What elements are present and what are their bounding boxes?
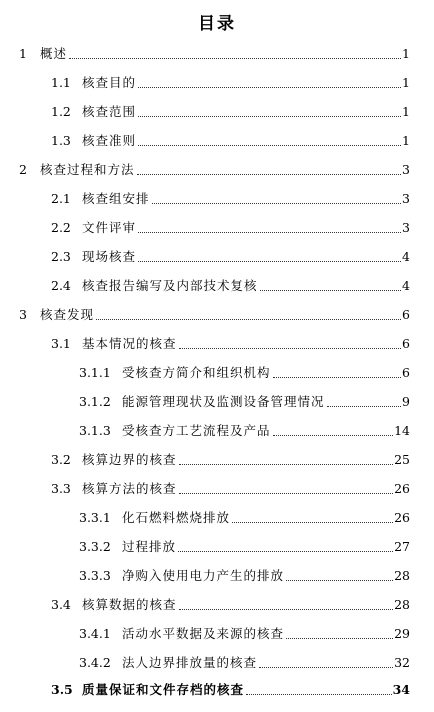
toc-entry[interactable] [0,508,434,528]
dot-leader [179,609,394,610]
toc-entry-title: 化石燃料燃烧排放 [122,510,231,525]
toc-entry-title: 基本情况的核查 [82,336,177,351]
toc-entry[interactable] [0,450,434,470]
toc-entry-body [82,334,410,354]
toc-entry-number: 2.4 [51,278,71,293]
toc-entry-number: 3.4.1 [79,626,111,641]
dot-leader [69,58,401,59]
toc-entry[interactable] [0,624,434,644]
dot-leader [273,435,394,436]
toc-entry-body [82,680,410,700]
toc-entry-page: 25 [394,452,410,467]
toc-entry-title: 受核查方工艺流程及产品 [122,423,271,438]
toc-entry-body [40,44,410,64]
dot-leader [286,638,393,639]
toc-entry-number: 3 [19,307,27,322]
toc-entry-number: 1 [19,46,27,61]
toc-entry[interactable] [0,392,434,412]
toc-entry-number: 3.1 [51,336,71,351]
toc-entry-page: 14 [394,423,410,438]
dot-leader [178,551,393,552]
toc-entry-page: 4 [402,249,410,264]
dot-leader [138,145,401,146]
toc-entry-page: 6 [402,365,410,380]
toc-entry[interactable] [0,218,434,238]
toc-entry-body [82,247,410,267]
dot-leader [96,319,401,320]
toc-entry-page: 34 [392,682,410,697]
toc-entry-page: 32 [394,655,410,670]
toc-entry[interactable] [0,479,434,499]
toc-entry-page: 9 [402,394,410,409]
toc-entry-title: 核查发现 [40,307,95,322]
toc-entry-number: 1.2 [51,104,71,119]
toc-entry-number: 1.1 [51,75,71,90]
toc-entry-title: 核查目的 [82,75,137,90]
toc-entry-number: 3.3.2 [79,539,111,554]
toc-entry-body [122,624,410,644]
dot-leader [246,694,392,695]
toc-entry-page: 1 [402,133,410,148]
toc-entry-number: 3.1.3 [79,423,111,438]
toc-entry-title: 核查组安排 [82,191,150,206]
toc-entry-page: 29 [394,626,410,641]
toc-entry-number: 3.1.2 [79,394,111,409]
toc-entry[interactable] [0,363,434,383]
toc-entry-title: 能源管理现状及监测设备管理情况 [122,394,325,409]
toc-entry-page: 28 [394,568,410,583]
toc-entry-number: 2.1 [51,191,71,206]
toc-entry[interactable] [0,566,434,586]
toc-title: 目录 [198,14,236,34]
toc-entry-page: 3 [402,191,410,206]
toc-entry[interactable] [0,160,434,180]
toc-entry-body [122,566,410,586]
dot-leader [179,464,394,465]
toc-entry[interactable] [0,595,434,615]
toc-entry[interactable] [0,537,434,557]
toc-entry-title: 核算数据的核查 [82,597,177,612]
toc-entry-body [82,450,410,470]
toc-entry-page: 4 [402,278,410,293]
toc-entry-body [82,595,410,615]
toc-entry-title: 核查过程和方法 [40,162,135,177]
toc-entry-body [40,160,410,180]
dot-leader [152,203,402,204]
toc-entry-body [82,276,410,296]
toc-entry-number: 3.1.1 [79,365,111,380]
toc-entry-title: 概述 [40,46,68,61]
dot-leader [138,232,401,233]
toc-entry-page: 27 [394,539,410,554]
toc-entry-body [122,537,410,557]
dot-leader [179,348,402,349]
toc-entry-body [40,305,410,325]
dot-leader [137,174,402,175]
toc-entry-body [122,392,410,412]
toc-entry[interactable] [0,305,434,325]
toc-entry-title: 文件评审 [82,220,137,235]
toc-entry-number: 2 [19,162,27,177]
dot-leader [286,580,393,581]
toc-entry-number: 2.2 [51,220,71,235]
toc-entry-title: 法人边界排放量的核查 [122,655,258,670]
toc-entry-body [122,653,410,673]
toc-entry-page: 3 [402,162,410,177]
toc-entry-title: 过程排放 [122,539,177,554]
toc-entry-number: 1.3 [51,133,71,148]
toc-entry[interactable] [0,44,434,64]
dot-leader [259,667,393,668]
dot-leader [138,87,401,88]
toc-entry-page: 26 [394,510,410,525]
toc-entry[interactable] [0,131,434,151]
dot-leader [138,261,401,262]
toc-entry-title: 现场核查 [82,249,137,264]
toc-entry-number: 2.3 [51,249,71,264]
toc-entry-page: 26 [394,481,410,496]
toc-entry-page: 6 [402,307,410,322]
toc-entry-number: 3.3.1 [79,510,111,525]
toc-entry-body [82,218,410,238]
toc-entry-body [122,508,410,528]
dot-leader [232,522,393,523]
toc-entry-page: 1 [402,75,410,90]
toc-entry-page: 6 [402,336,410,351]
toc-entry-body [122,363,410,383]
toc-entry-body [82,131,410,151]
toc-entry[interactable] [0,653,434,673]
toc-entry-page: 1 [402,46,410,61]
toc-entry[interactable] [0,334,434,354]
toc-entry-page: 3 [402,220,410,235]
toc-entry-page: 28 [394,597,410,612]
toc-entry-title: 活动水平数据及来源的核查 [122,626,285,641]
dot-leader [273,377,402,378]
toc-entry-body [82,102,410,122]
toc-entry-page: 1 [402,104,410,119]
toc-entry-title: 核查准则 [82,133,137,148]
toc-entry[interactable] [0,276,434,296]
toc-entry[interactable] [0,189,434,209]
toc-entry-number: 3.3 [51,481,71,496]
toc-entry[interactable] [0,102,434,122]
toc-entry-title: 核算方法的核查 [82,481,177,496]
toc-entry-body [82,189,410,209]
toc-entry-number: 3.4.2 [79,655,111,670]
toc-entry-title: 净购入使用电力产生的排放 [122,568,285,583]
toc-entry-number: 3.4 [51,597,71,612]
dot-leader [138,116,401,117]
toc-entry[interactable] [0,73,434,93]
dot-leader [327,406,402,407]
toc-entry[interactable] [0,680,434,700]
dot-leader [179,493,394,494]
toc-entry-title: 质量保证和文件存档的核查 [82,682,245,697]
toc-entry-body [122,421,410,441]
toc-entry[interactable] [0,247,434,267]
toc-entry-number: 3.5 [51,682,73,697]
toc-entry-body [82,479,410,499]
dot-leader [260,290,402,291]
toc-entry-number: 3.3.3 [79,568,111,583]
toc-entry-body [82,73,410,93]
toc-entry-title: 核查范围 [82,104,137,119]
toc-entry-number: 3.2 [51,452,71,467]
toc-entry-title: 核算边界的核查 [82,452,177,467]
toc-entry[interactable] [0,421,434,441]
toc-entry-title: 受核查方简介和组织机构 [122,365,271,380]
toc-entry-title: 核查报告编写及内部技术复核 [82,278,258,293]
